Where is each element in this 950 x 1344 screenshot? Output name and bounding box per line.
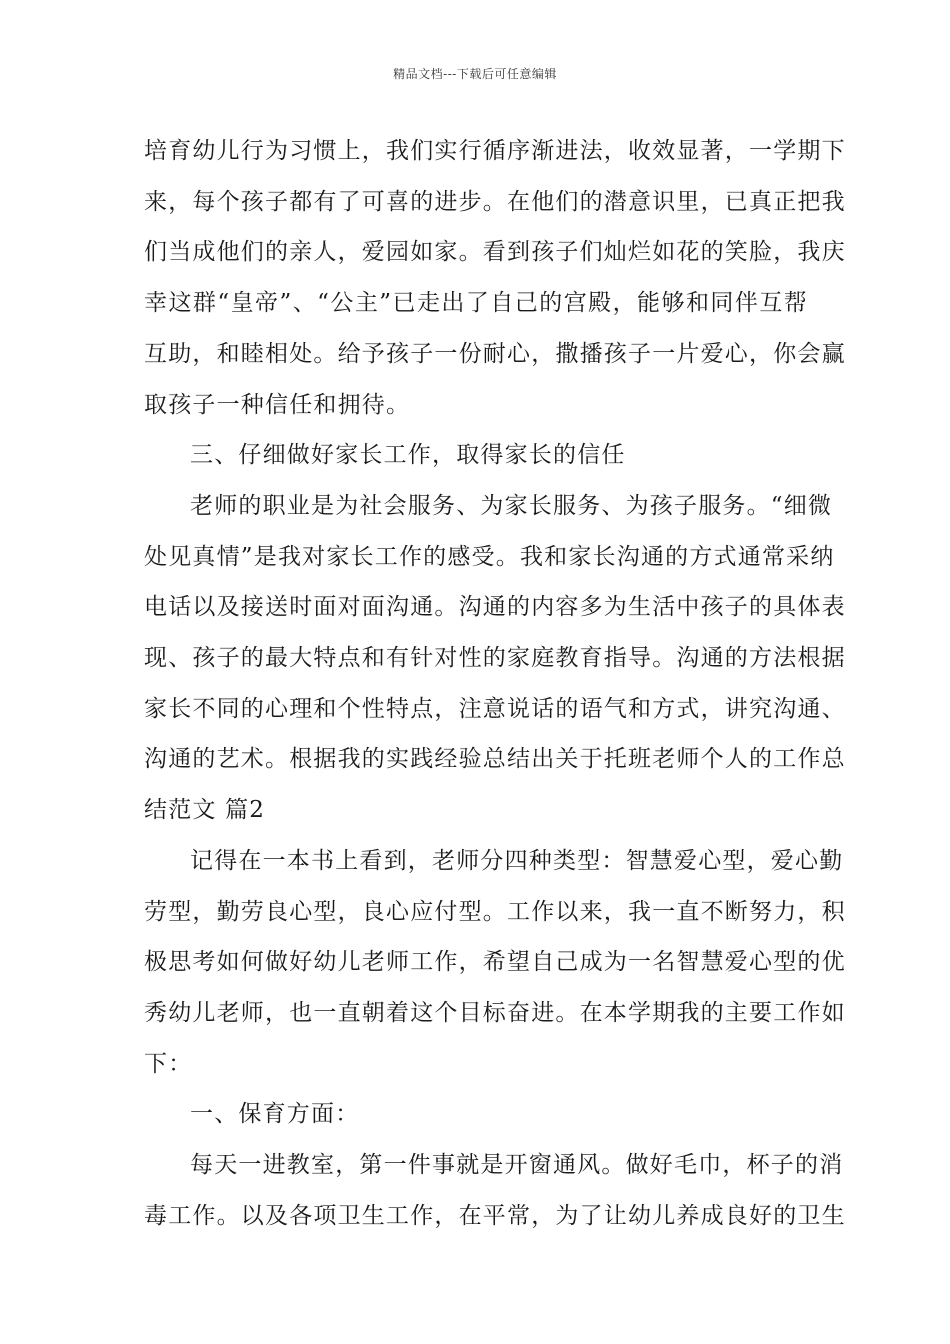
paragraph — [144, 836, 846, 1090]
text-line: 沟通的艺术。根据我的实践经验总结出关于托班老师个人的工作总 — [144, 746, 846, 773]
text-line: 毒工作。以及各项卫生工作，在平常，为了让幼儿养成良好的卫生 — [144, 1202, 846, 1229]
text-line: 劳型，勤劳良心型，良心应付型。工作以来，我一直不断努力，积 — [144, 898, 846, 925]
text-line: 们当成他们的亲人，爱园如家。看到孩子们灿烂如花的笑脸，我庆 — [144, 239, 846, 266]
text-line: 下： — [144, 1050, 193, 1077]
text-line: 结范文 篇2 — [144, 797, 266, 824]
text-line: 记得在一本书上看到，老师分四种类型：智慧爱心型，爱心勤 — [190, 847, 844, 874]
paragraph — [144, 1140, 846, 1241]
document-body — [144, 126, 846, 1241]
paragraph — [144, 126, 846, 430]
text-line: 培育幼儿行为习惯上，我们实行循序渐进法，收效显著，一学期下 — [144, 138, 846, 164]
text-line: 每天一进教室，第一件事就是开窗通风。做好毛巾，杯子的消 — [190, 1152, 844, 1179]
text-line: 处见真情”是我对家长工作的感受。我和家长沟通的方式通常采纳 — [144, 543, 835, 570]
text-line: 电话以及接送时面对面沟通。沟通的内容多为生活中孩子的具体表 — [144, 594, 846, 621]
section-heading — [144, 430, 808, 481]
text-line: 现、孩子的最大特点和有针对性的家庭教育指导。沟通的方法根据 — [144, 645, 846, 672]
paragraph — [144, 481, 846, 836]
text-line: 幸这群“皇帝”、“公主”已走出了自己的宫殿，能够和同伴互帮 — [144, 290, 808, 317]
text-line: 取孩子一种信任和拥待。 — [144, 391, 411, 418]
page-header: 精品文档---下载后可任意编辑 — [393, 67, 557, 81]
text-line: 老师的职业是为社会服务、为家长服务、为孩子服务。“细微 — [190, 492, 833, 519]
text-line: 一、保育方面： — [190, 1101, 360, 1128]
text-line: 极思考如何做好幼儿老师工作，希望自己成为一名智慧爱心型的优 — [144, 949, 846, 976]
section-heading — [144, 1089, 808, 1140]
text-line: 来，每个孩子都有了可喜的进步。在他们的潜意识里，已真正把我 — [144, 188, 846, 215]
text-line: 家长不同的心理和个性特点，注意说话的语气和方式，讲究沟通、 — [144, 695, 846, 722]
text-line: 秀幼儿老师，也一直朝着这个目标奋进。在本学期我的主要工作如 — [144, 999, 846, 1026]
text-line: 互助，和睦相处。给予孩子一份耐心，撒播孩子一片爱心，你会赢 — [144, 340, 846, 367]
text-line: 三、仔细做好家长工作，取得家长的信任 — [190, 442, 626, 469]
